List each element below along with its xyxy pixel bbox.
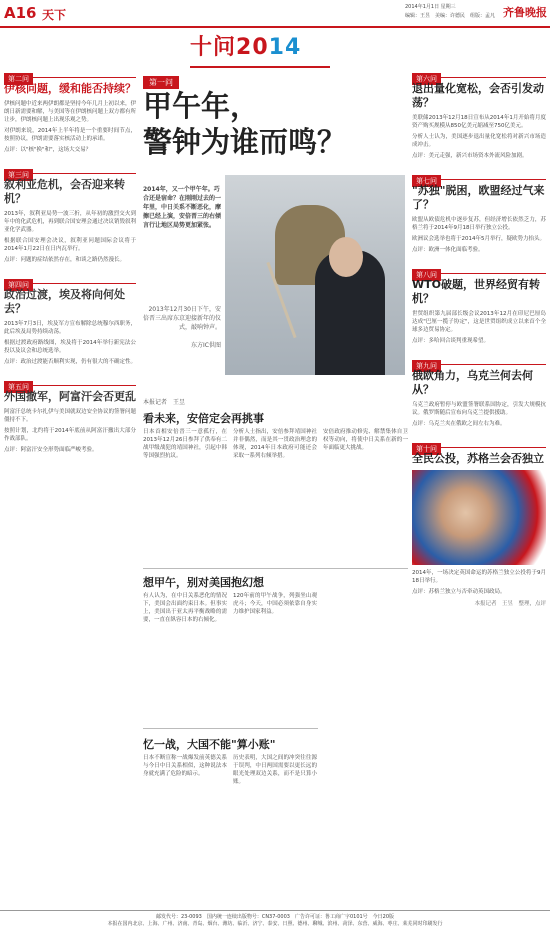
question-callout: 点评：以"核"换"和"，这场大交易？: [4, 147, 92, 153]
question-callout: 点评：乌克兰夹在俄欧之间左右为难。: [412, 421, 506, 427]
question-callout: 点评：多哈回合谈判重现希望。: [412, 338, 490, 344]
question-callout: 点评：阿富汗安全形势面临严峻考验。: [4, 447, 98, 453]
editor-credits: 编辑：王昱 美编：许德民 组版：孟凡: [405, 13, 496, 19]
question-paragraph: 对伊朗来说，2014年上半年将是一个重要时间节点，按照协议，伊朗需要落实核活动上的承诺。: [4, 128, 136, 142]
section2-paragraph: 有人认为，在中日关系恶化的情况下，美国会出面约束日本。但事实上，美国出于亚太再平衡战略的需要，一直在纵容日本的右倾化。: [143, 593, 227, 623]
question-paragraph: 欧洲议会选举也将于2014年5月举行，疑欧势力抬头。: [412, 236, 545, 242]
photo-credit: 东方IC供图: [191, 342, 221, 349]
question-label: 第七问: [412, 168, 546, 180]
face-paint-photo: [412, 470, 546, 565]
question-headline: 俄欧角力，乌克兰何去何从？: [412, 369, 533, 396]
question-paragraph: 分析人士认为，美国逐步退出量化宽松将对新兴市场造成冲击。: [412, 134, 546, 148]
question-paragraph: 根据过渡政府路线图，埃及将于2014年举行新宪法公投以及议会和总统选举。: [4, 340, 136, 354]
banner-year-prefix: 20: [236, 35, 269, 60]
question-paragraph: 伊核问题中近来两伊朗都是坚持今年几月上初以来，伊朗日新需要和解，与美国等在伊朗核问题上双方都有所让步，伊朗核问题上出现乐观之势。: [4, 101, 137, 123]
question-callout: 点评：欧洲一体化面临考验。: [412, 247, 484, 253]
question-paragraph: 2013年，叙利亚局势一波三折，从年初的激烈交火到年中的化武危机，再到联合国安理会通过决议销毁叙利亚化学武器。: [4, 211, 137, 233]
question-label: 第八问: [412, 262, 546, 274]
section1-title: 看未来，安倍定会再挑事: [143, 412, 264, 425]
question-paragraph: 世贸组织第九届部长级会议2013年12月在印尼巴厘岛达成"巴厘一揽子协定"，这是世贸组织成立以来首个全球多边贸易协定。: [412, 311, 546, 333]
photo-caption: 2013年12月30日下午，安倍晋三出席东京迎接新年的仪式，敲响钟声。: [143, 306, 222, 331]
question-headline: 全民公投，苏格兰会否独立: [412, 452, 544, 465]
left-column: [4, 66, 136, 906]
question-callout: 点评：美元走强，新兴市场资本外流风险加剧。: [412, 153, 528, 159]
question-block-10: [412, 436, 546, 607]
question-block-7: [412, 168, 546, 254]
question-callout: 点评：问题的症结依然存在，和谈之路仍然漫长。: [4, 257, 126, 263]
question-callout: 点评：政治过渡能否顺利实现，仍有很大的不确定性。: [4, 359, 137, 365]
question-block-3: [4, 162, 136, 264]
question-block-6: [412, 66, 546, 160]
main-article-body: [143, 410, 408, 910]
question-label: 第三问: [4, 162, 136, 174]
banner-prefix: 十问: [190, 35, 237, 60]
banner-divider: [190, 66, 330, 68]
question-callout: 点评：苏格兰独立与否牵动英国政局。: [412, 589, 506, 595]
main-headline-line1: 甲午年，: [143, 89, 260, 123]
question-block-5: [4, 374, 136, 454]
question-block-2: [4, 66, 136, 154]
section3-title: 忆一战，大国不能"算小账": [143, 738, 276, 751]
question-label: 第六问: [412, 66, 546, 78]
question-block-9: [412, 353, 546, 428]
newspaper-logo: 齐鲁晚报: [503, 6, 547, 19]
question-headline: WTO破题，世界经贸有转机？: [412, 278, 540, 305]
section3-paragraph: 历史表明，大国之间的冲突往往源于误判，中日两国需要以更长远的眼光处理双边关系，而不是只算小账。: [233, 755, 317, 785]
question-label: 第四问: [4, 272, 136, 284]
main-headline: [143, 88, 408, 160]
article-byline: 本报记者 王昱: [143, 399, 186, 406]
banner-year-suffix: 14: [268, 35, 302, 60]
topic-banner: [190, 30, 330, 64]
section-name: 天下: [42, 8, 67, 22]
question-block-4: [4, 272, 136, 366]
section1-paragraph: 安倍政府推动修宪、解禁集体自卫权等动向，将使中日关系在新的一年面临更大挑战。: [323, 429, 408, 451]
main-headline-line2: 警钟为谁而鸣？: [143, 125, 347, 159]
question-headline: 伊核问题，缓和能否持续？: [4, 82, 136, 95]
section2-paragraph: 120年前的甲午战争，列强坐山观虎斗；今天，中国必须依靠自身实力维护国家利益。: [233, 593, 317, 615]
issue-date: 2014年1月1日 星期三: [405, 4, 456, 10]
right-column: [412, 66, 546, 911]
question-paragraph: 欧盟从欧债危机中逐步复苏，但经济增长依然乏力，苏格兰将于2014年9月18日举行独立公投。: [412, 217, 546, 231]
question-headline: "苏独"脱困，欧盟经过气来了？: [412, 184, 545, 211]
question-label: 第二问: [4, 66, 136, 78]
question-paragraph: 根据联合国安理会决议，叙利亚问题国际会议将于2014年1月22日在日内瓦举行。: [4, 238, 136, 252]
question-label: 第五问: [4, 374, 136, 386]
main-intro: 2014年，又一个甲午年。巧合还是宿命？在刚刚过去的一年里，中日关系不断恶化，摩擦已经上演，安倍晋三的右倾言行让地区局势更加紧张。: [143, 186, 222, 229]
section1-paragraph: 分析人士指出，安倍参拜靖国神社并非偶然，而是其一贯政治理念的体现，2014年日本政府可能还会采取一系列右倾举措。: [233, 429, 317, 459]
page-number: A16: [4, 4, 37, 22]
question-paragraph: 美联储2013年12月18日宣布从2014年1月开始将月度资产购买规模从850亿美元缩减至750亿美元。: [412, 115, 546, 129]
page-header: [0, 0, 550, 28]
question-headline: 叙利亚危机，会否迎来转机？: [4, 178, 125, 205]
question-paragraph: 阿富汗总统卡尔扎伊与美国就双边安全协议的签署问题僵持不下。: [4, 409, 137, 423]
footer-publication-info: 邮发代号：23-0093 国内统一连续出版物号：CN37-0003 广告许可证：鲁工商广字0101号 今日20版: [0, 910, 550, 920]
main-question-label: 第一问: [143, 70, 223, 84]
question-paragraph: 乌克兰政府暂停与欧盟签署联系国协定，引发大规模抗议。俄罗斯随后宣布向乌克兰提供援助。: [412, 402, 546, 416]
question-headline: 退出量化宽松，会否引发动荡？: [412, 82, 544, 109]
question-paragraph: 2014年，一场决定英国命运的苏格兰独立公投将于9月18日举行。: [412, 570, 546, 584]
person-face: [329, 237, 363, 277]
footer-print-locations: 本报在国内北京、上海、广州、济南、青岛、烟台、潍坊、临沂、济宁、泰安、日照、德州、聊城、滨州、菏泽、东营、威海、枣庄、莱芜同时印刷发行: [107, 921, 443, 927]
question-label: 第九问: [412, 353, 546, 365]
column-credit: 本报记者 王昱 整理，点评: [474, 601, 546, 607]
section3-paragraph: 日本不断宣称一战爆发前英德关系与今日中日关系相似，这种说法本身就充满了危险的暗示。: [143, 755, 227, 777]
question-paragraph: 按照计划，北约将于2014年底前从阿富汗撤出大部分作战部队。: [4, 428, 136, 442]
banner-title: [190, 30, 330, 61]
question-block-8: [412, 262, 546, 345]
question-headline: 外国撤军，阿富汗会否更乱: [4, 390, 136, 403]
section-divider: [143, 728, 318, 729]
question-paragraph: 2013年7月3日，埃及军方宣布解除总统穆尔西职务，此后埃及局势持续动荡。: [4, 321, 136, 335]
question-headline: 政治过渡，埃及将向何处去？: [4, 288, 125, 315]
section2-title: 想甲午，别对美国抱幻想: [143, 576, 264, 589]
section1-paragraph: 日本首相安倍晋三一意孤行，在2013年12月26日参拜了供奉有二战甲级战犯的靖国神社，引起中韩等国强烈抗议。: [143, 429, 227, 459]
question-label: 第十问: [412, 436, 546, 448]
main-photo: [225, 175, 405, 375]
section-divider: [143, 568, 408, 569]
